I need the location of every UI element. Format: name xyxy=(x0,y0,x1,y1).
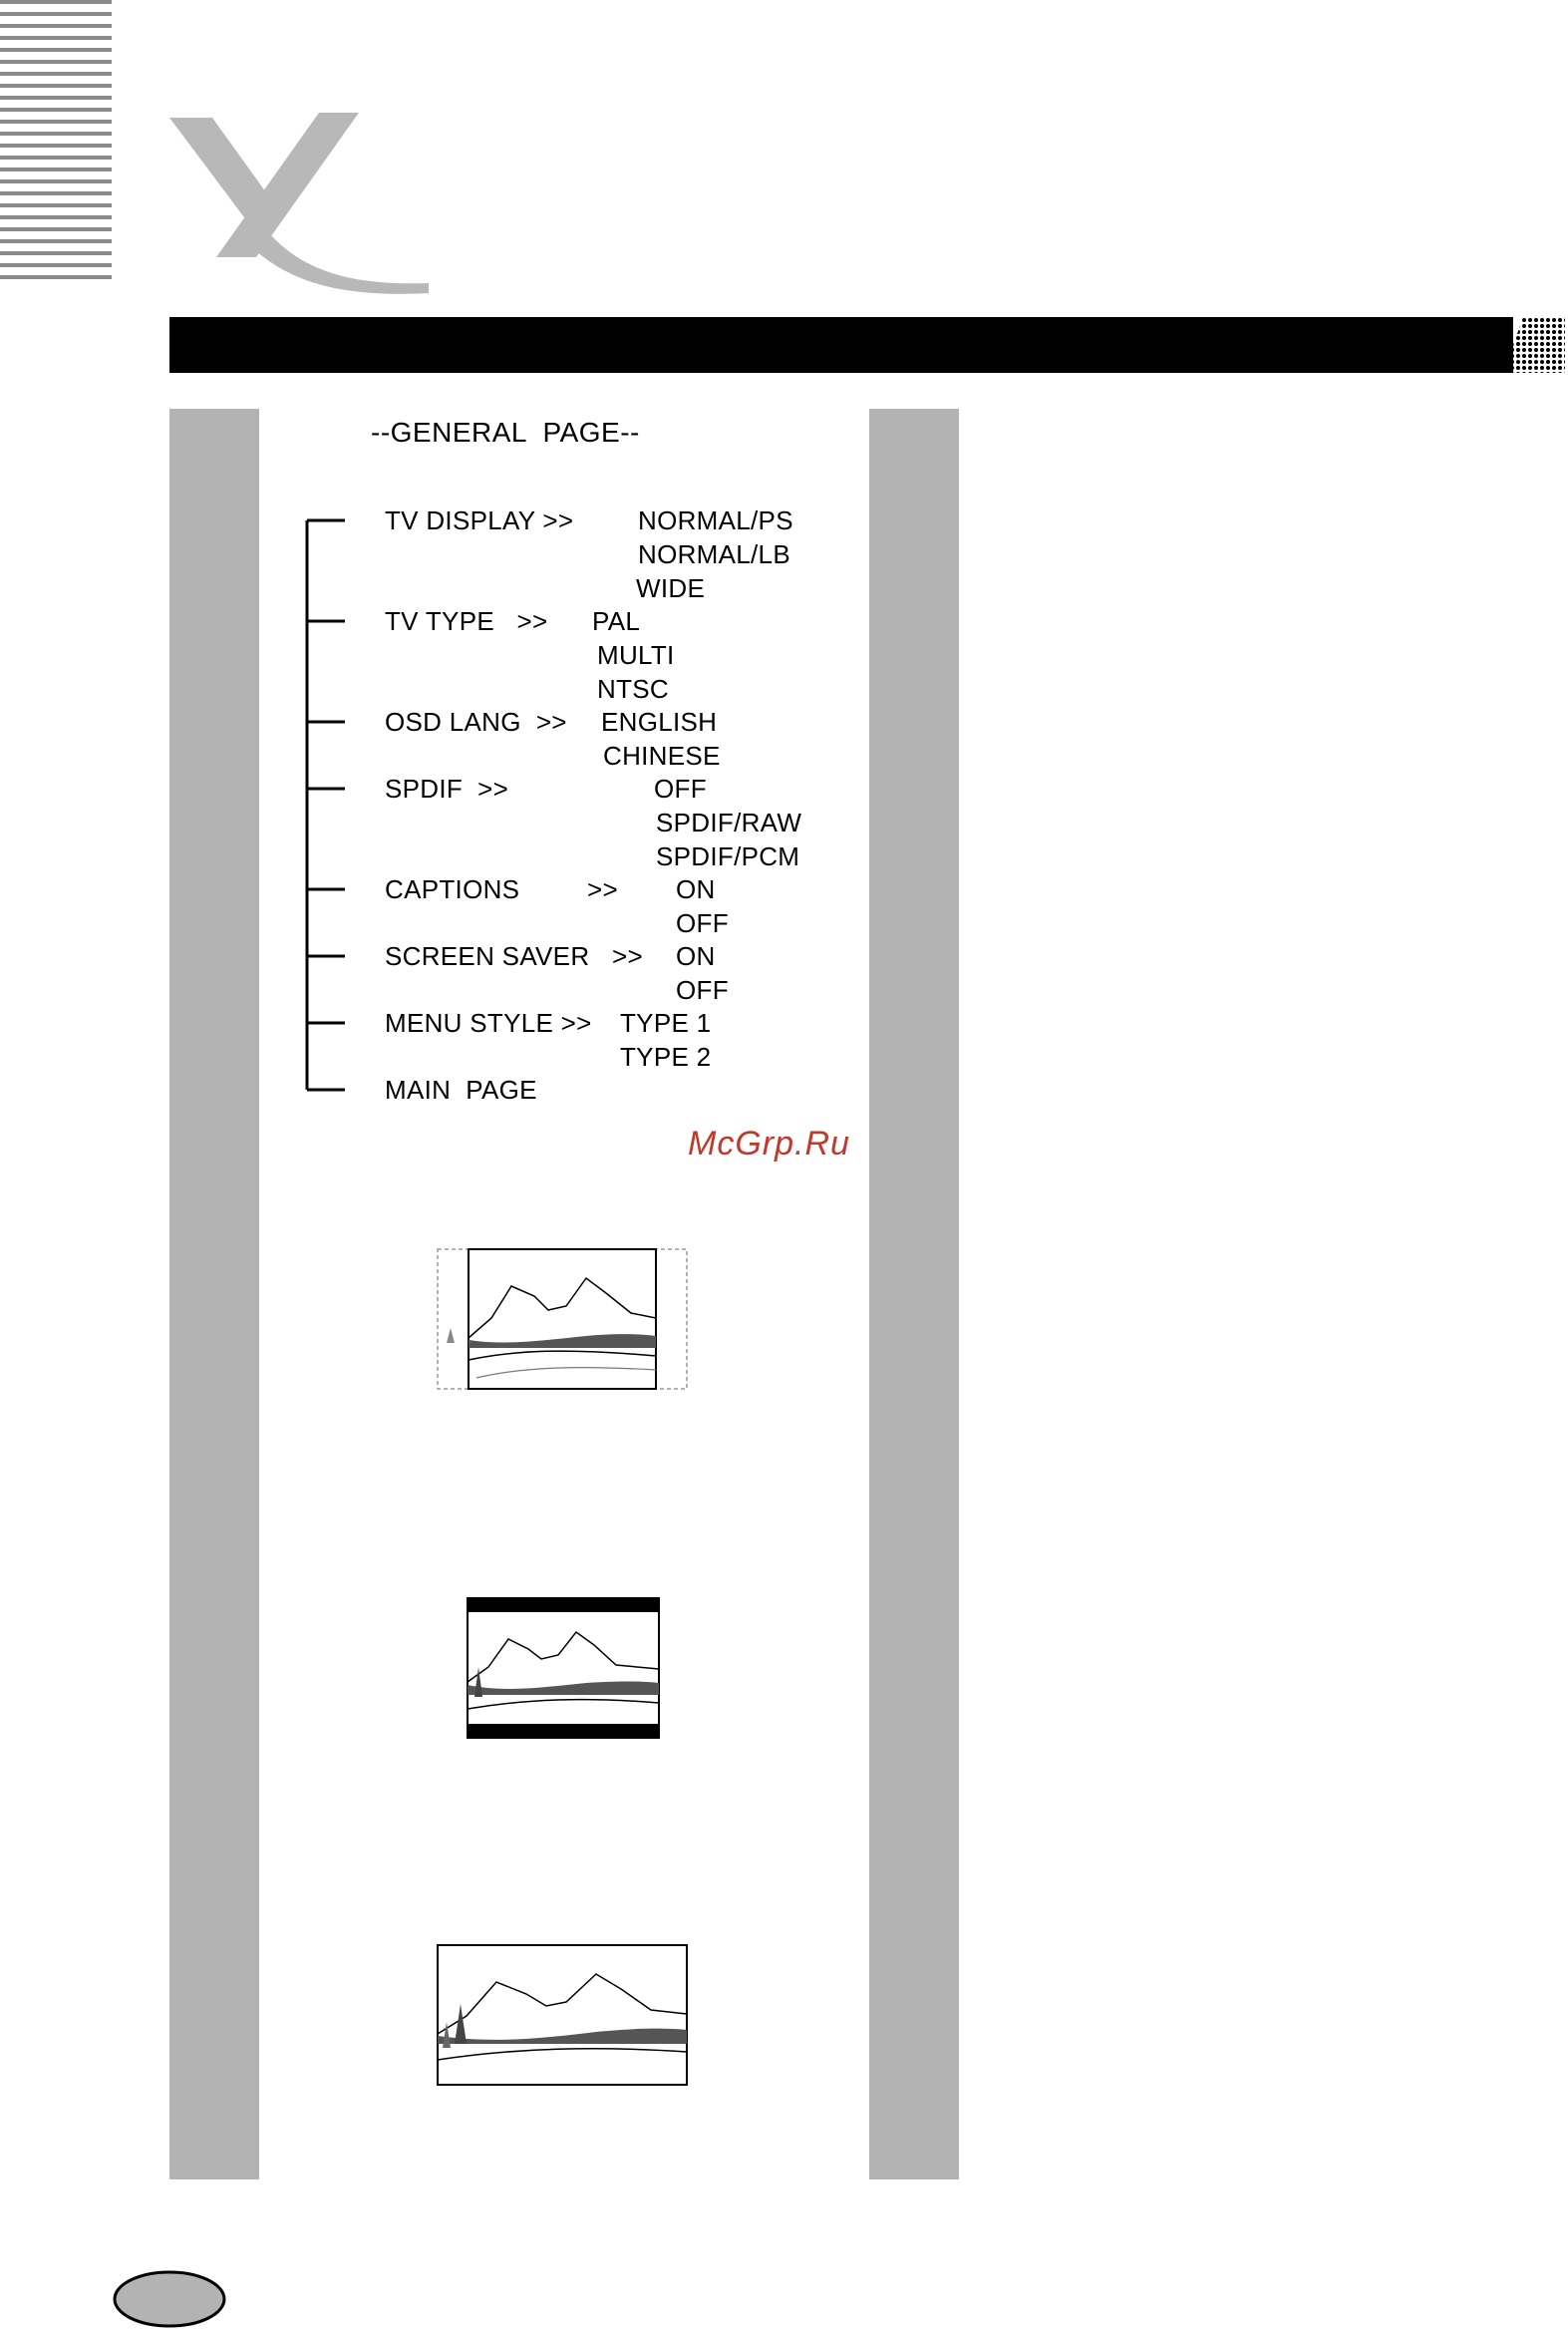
menu-item-screen-saver: SCREEN SAVER >> xyxy=(385,941,643,971)
wide-landscape-icon xyxy=(437,1944,688,2086)
header-bar xyxy=(169,317,1513,373)
menu-item-captions: CAPTIONS >> xyxy=(385,874,618,904)
option-multi: MULTI xyxy=(597,640,675,670)
option-normal-lb: NORMAL/LB xyxy=(638,539,790,569)
right-gray-column xyxy=(869,409,959,2179)
option-spdif-raw: SPDIF/RAW xyxy=(656,808,802,837)
edge-stripes xyxy=(0,0,112,287)
option-ntsc: NTSC xyxy=(597,674,669,704)
normal-lb-landscape-icon xyxy=(467,1597,660,1739)
halftone-dots-decoration xyxy=(1503,317,1565,373)
menu-item-menu-style: MENU STYLE >> xyxy=(385,1008,592,1038)
option-spdif-pcm: SPDIF/PCM xyxy=(656,841,800,871)
menu-item-main-page: MAIN PAGE xyxy=(385,1075,537,1105)
menu-tree-bracket xyxy=(299,499,359,1107)
option-wide: WIDE xyxy=(636,573,706,603)
x-logo-icon xyxy=(164,108,434,297)
page-number-badge xyxy=(112,2269,227,2329)
normal-ps-landscape-icon xyxy=(437,1248,688,1390)
menu-item-tv-type: TV TYPE >> xyxy=(385,606,548,636)
option-type-2: TYPE 2 xyxy=(620,1042,712,1072)
option-captions-off: OFF xyxy=(676,908,729,938)
option-normal-ps: NORMAL/PS xyxy=(638,505,793,535)
watermark-text: McGrp.Ru xyxy=(688,1125,850,1163)
option-type-1: TYPE 1 xyxy=(620,1008,712,1038)
option-english: ENGLISH xyxy=(601,707,718,737)
menu-item-osd-lang: OSD LANG >> xyxy=(385,707,567,737)
option-chinese: CHINESE xyxy=(603,741,721,771)
menu-item-spdif: SPDIF >> xyxy=(385,774,509,804)
option-captions-on: ON xyxy=(676,874,716,904)
menu-title: --GENERAL PAGE-- xyxy=(371,417,640,448)
menu-item-tv-display: TV DISPLAY >> xyxy=(385,505,574,535)
option-spdif-off: OFF xyxy=(654,774,707,804)
option-pal: PAL xyxy=(592,606,641,636)
left-gray-column xyxy=(169,409,259,2179)
option-screensaver-off: OFF xyxy=(676,975,729,1005)
option-screensaver-on: ON xyxy=(676,941,716,971)
